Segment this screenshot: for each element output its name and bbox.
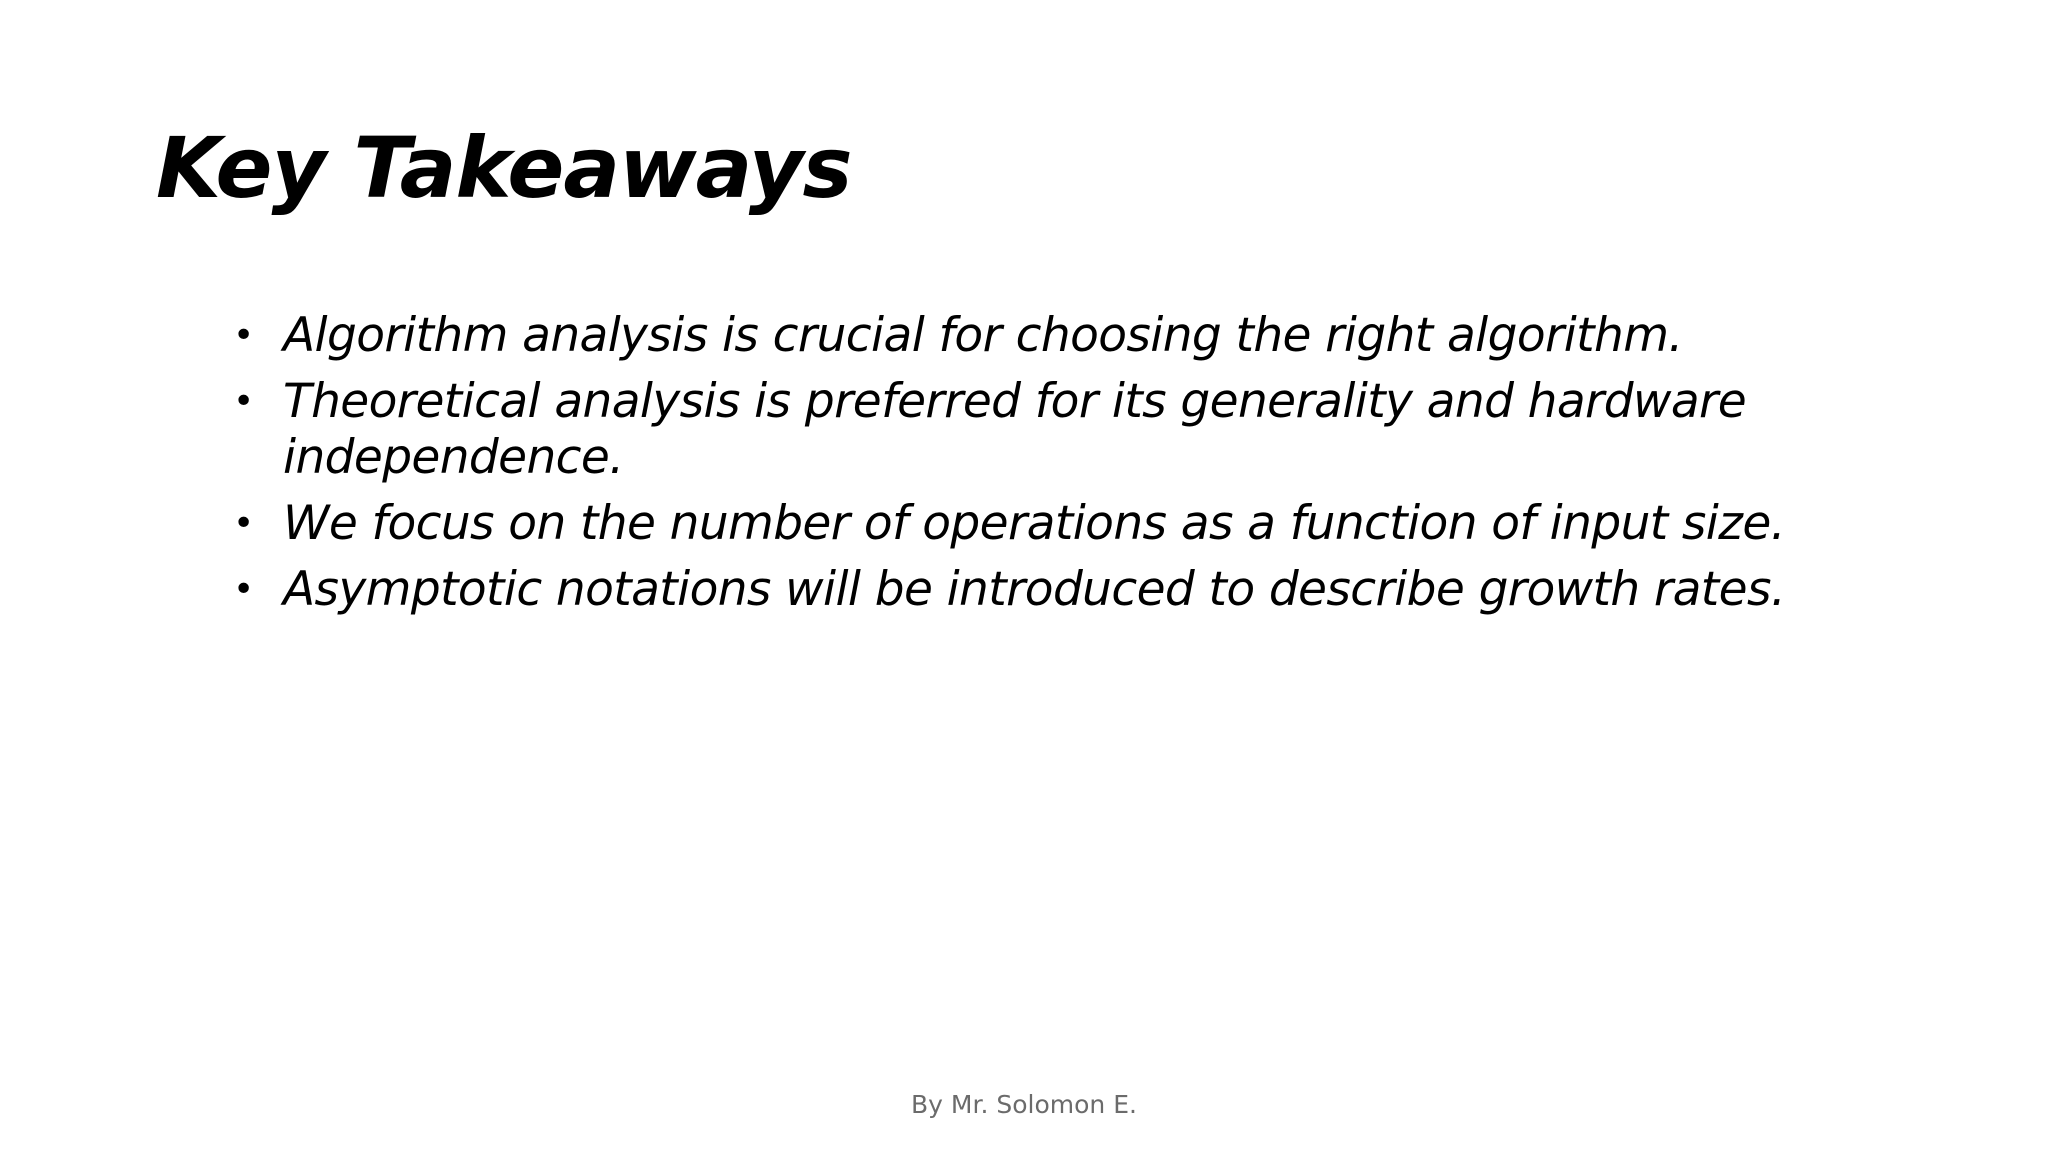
bullet-text: We focus on the number of operations as a function of input size. xyxy=(283,496,1785,551)
bullet-item xyxy=(233,496,1853,552)
bullet-item xyxy=(233,308,1853,364)
bullet-item xyxy=(233,562,1853,618)
bullet-text: Asymptotic notations will be introduced to describe growth rates. xyxy=(283,562,1786,617)
bullet-text: Algorithm analysis is crucial for choosing the right algorithm. xyxy=(283,308,1683,363)
bullet-dot-icon: • xyxy=(233,381,254,422)
bullet-text: Theoretical analysis is preferred for its generality and hardware independence. xyxy=(283,374,1747,485)
bullet-item xyxy=(233,374,1853,486)
bullet-dot-icon: • xyxy=(233,569,254,610)
footer-author: By Mr. Solomon E. xyxy=(911,1090,1137,1119)
bullet-dot-icon: • xyxy=(233,315,254,356)
bullet-list xyxy=(233,308,1853,628)
slide-title: Key Takeaways xyxy=(156,119,852,217)
bullet-dot-icon: • xyxy=(233,503,254,544)
